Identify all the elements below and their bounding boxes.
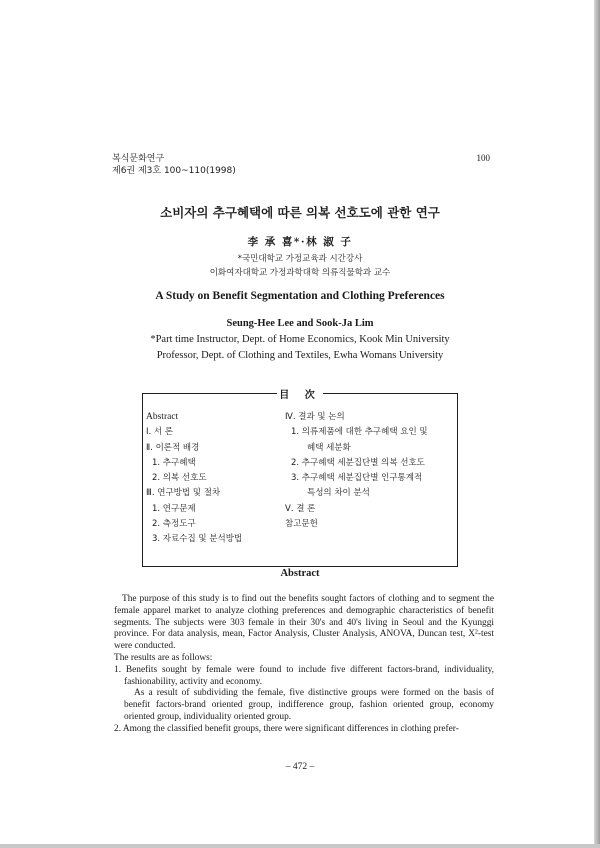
korean-affiliation-2: 이화여자대학교 가정과학대학 의류직물학과 교수 [209,268,391,278]
toc-item: Ⅴ. 결 론 [285,503,316,514]
english-affiliation-1: *Part time Instructor, Dept. of Home Economics, Kook Min University [150,334,450,345]
result-item-1: 1. Benefits sought by female were found to include five different factors-brand, individuality, fashionability, activity and economy. [114,664,494,687]
journal-header [112,153,236,177]
result-item-2: 2. Among the classified benefit groups, there were significant differences in clothing prefer- [114,723,459,734]
results-intro: The results are as follows: [114,652,213,663]
top-page-number: 100 [476,153,490,163]
toc-item: 1. 추구혜택 [152,457,196,468]
toc-item: 1. 의류제품에 대한 추구혜택 요인 및 [291,427,428,438]
table-of-contents [142,393,458,567]
toc-item: 1. 연구문제 [152,503,196,514]
toc-item: 3. 자료수집 및 분석방법 [152,534,243,545]
toc-item: 3. 추구혜택 세분집단별 인구통계적 [291,473,423,484]
result-item-1-continued: As a result of subdividing the female, five distinctive groups were formed on the basis of benefit factors-brand oriented group, indifference group, fashion oriented group, economy oriented group, individuality oriented group. [124,688,494,722]
korean-title: 소비자의 추구혜택에 따른 의복 선호도에 관한 연구 [160,205,440,220]
toc-left-column [146,410,286,548]
korean-authors: 李 承 喜*·林 淑 子 [247,236,353,248]
toc-item: 참고문헌 [285,519,318,530]
toc-item: 2. 추구혜택 세분집단별 의복 선호도 [291,457,425,468]
toc-heading: 目 次 [277,386,323,401]
english-authors: Seung-Hee Lee and Sook-Ja Lim [226,318,374,329]
page-footer: – 472 – [285,762,315,772]
volume-info: 제6권 제3호 100~110(1998) [112,166,236,176]
toc-item: Ⅰ. 서 론 [146,427,174,438]
english-title: A Study on Benefit Segmentation and Clothing Preferences [155,290,445,302]
page-edge-bottom [0,844,600,848]
toc-item: Ⅲ. 연구방법 및 절차 [146,488,221,499]
journal-name: 복식문화연구 [112,154,165,164]
toc-right-column [285,410,457,532]
toc-item: 특성의 차이 분석 [307,488,370,499]
abstract-body [114,594,494,736]
toc-item: 2. 의복 선호도 [152,473,207,484]
toc-item: Ⅳ. 결과 및 논의 [285,412,345,422]
english-affiliation-2: Professor, Dept. of Clothing and Textiles, Ewha Womans University [156,350,444,361]
abstract-heading: Abstract [280,568,320,579]
abstract-paragraph: The purpose of this study is to find out the benefits sought factors of clothing and to segment the female apparel market to analyze clothing preferences and demographic characteristics of benefit segments. The subjects were 303 female in their 30's and 40's living in Seoul and the Kyunggi province. For data analysis, mean, Factor Analysis, Cluster Analysis, ANOVA, Duncan test, X²-test were conducted. [114,594,494,652]
toc-item: Ⅱ. 이론적 배경 [146,442,200,453]
toc-item: 혜택 세분화 [307,442,351,453]
page-edge-shadow [594,0,600,848]
toc-item: Abstract [146,412,179,422]
toc-item: 2. 측정도구 [152,519,196,530]
korean-affiliation-1: *국민대학교 가정교육과 시간강사 [237,254,363,264]
